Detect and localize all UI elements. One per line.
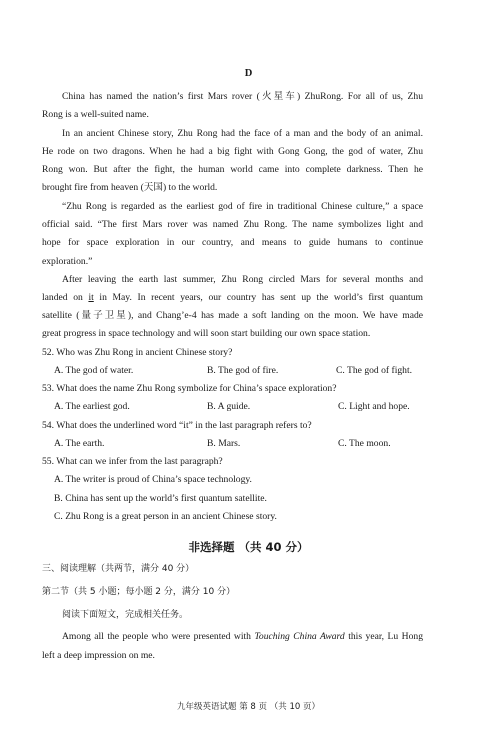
option-a[interactable]: A. The earth.: [54, 438, 105, 449]
passage-line: brought fire from heaven (天国) to the world.: [42, 182, 218, 193]
option-c[interactable]: C. Zhu Rong is a great person in an ancient Chinese story.: [54, 511, 277, 522]
passage-line: Rong won. But after the fight, the human world came into complete darkness. Then he: [42, 164, 423, 175]
option-b[interactable]: B. China has sent up the world’s first quantum satellite.: [54, 493, 267, 504]
option-a[interactable]: A. The writer is proud of China’s space technology.: [54, 474, 252, 485]
option-b[interactable]: B. Mars.: [207, 438, 241, 449]
section-heading: 非选择题 （共 40 分）: [188, 540, 309, 554]
question-stem: 52. Who was Zhu Rong in ancient Chinese story?: [42, 347, 233, 358]
passage-line: He rode on two dragons. When he had a big fight with Gong Gong, the god of water, Zhu: [42, 146, 423, 157]
options-row: [54, 438, 434, 450]
passage-line: great progress in space technology and will soon start building our own space station.: [42, 328, 371, 339]
page-footer: 九年级英语试题 第 8 页 （共 10 页）: [177, 702, 320, 712]
options-row: [54, 401, 434, 413]
option-a[interactable]: A. The earliest god.: [54, 401, 130, 412]
passage-line: China has named the nation’s first Mars rover (火星车) ZhuRong. For all of us, Zhu: [62, 91, 424, 102]
option-b[interactable]: B. A guide.: [207, 401, 251, 412]
passage-line: “Zhu Rong is regarded as the earliest god of fire in traditional Chinese culture,” a space: [62, 201, 423, 212]
passage-line: Rong is a well-suited name.: [42, 109, 149, 120]
passage-line: satellite (量子卫星), and Chang’e-4 has made a soft landing on the moon. We have made: [42, 310, 424, 321]
underlined-word: it: [88, 292, 94, 303]
question-stem: 53. What does the name Zhu Rong symbolize for China’s space exploration?: [42, 383, 337, 394]
passage-line: left a deep impression on me.: [42, 650, 155, 661]
question-stem: 55. What can we infer from the last paragraph?: [42, 456, 223, 467]
option-c[interactable]: C. The god of fight.: [336, 365, 413, 376]
option-c[interactable]: C. The moon.: [338, 438, 391, 449]
passage-line: In an ancient Chinese story, Zhu Rong had the face of a man and the body of an animal.: [62, 128, 423, 139]
option-a[interactable]: A. The god of water.: [54, 365, 134, 376]
passage-line: hope for space exploration in our country, and means to guide humans to continue: [42, 237, 423, 248]
option-c[interactable]: C. Light and hope.: [338, 401, 410, 412]
passage-line: official said. “The first Mars rover was named Zhu Rong. The name symbolizes light and: [42, 219, 423, 230]
options-row: [54, 365, 434, 377]
passage-line: exploration.”: [42, 256, 93, 267]
passage-line: After leaving the earth last summer, Zhu Rong circled Mars for several months and: [62, 274, 423, 285]
instruction: 阅读下面短文，完成相关任务。: [62, 610, 189, 620]
passage-line: landed on it in May. In recent years, our country has sent up the world’s first quantum: [42, 292, 423, 303]
question-stem: 54. What does the underlined word “it” in the last paragraph refers to?: [42, 420, 312, 431]
section-title: 三、阅读理解（共两节，满分 40 分）: [42, 564, 195, 574]
passage-line: Among all the people who were presented with Touching China Award this year, Lu Hong: [62, 631, 423, 642]
section-letter: D: [244, 68, 253, 79]
subsection-title: 第二节（共 5 小题；每小题 2 分，满分 10 分）: [42, 587, 236, 597]
option-b[interactable]: B. The god of fire.: [207, 365, 279, 376]
